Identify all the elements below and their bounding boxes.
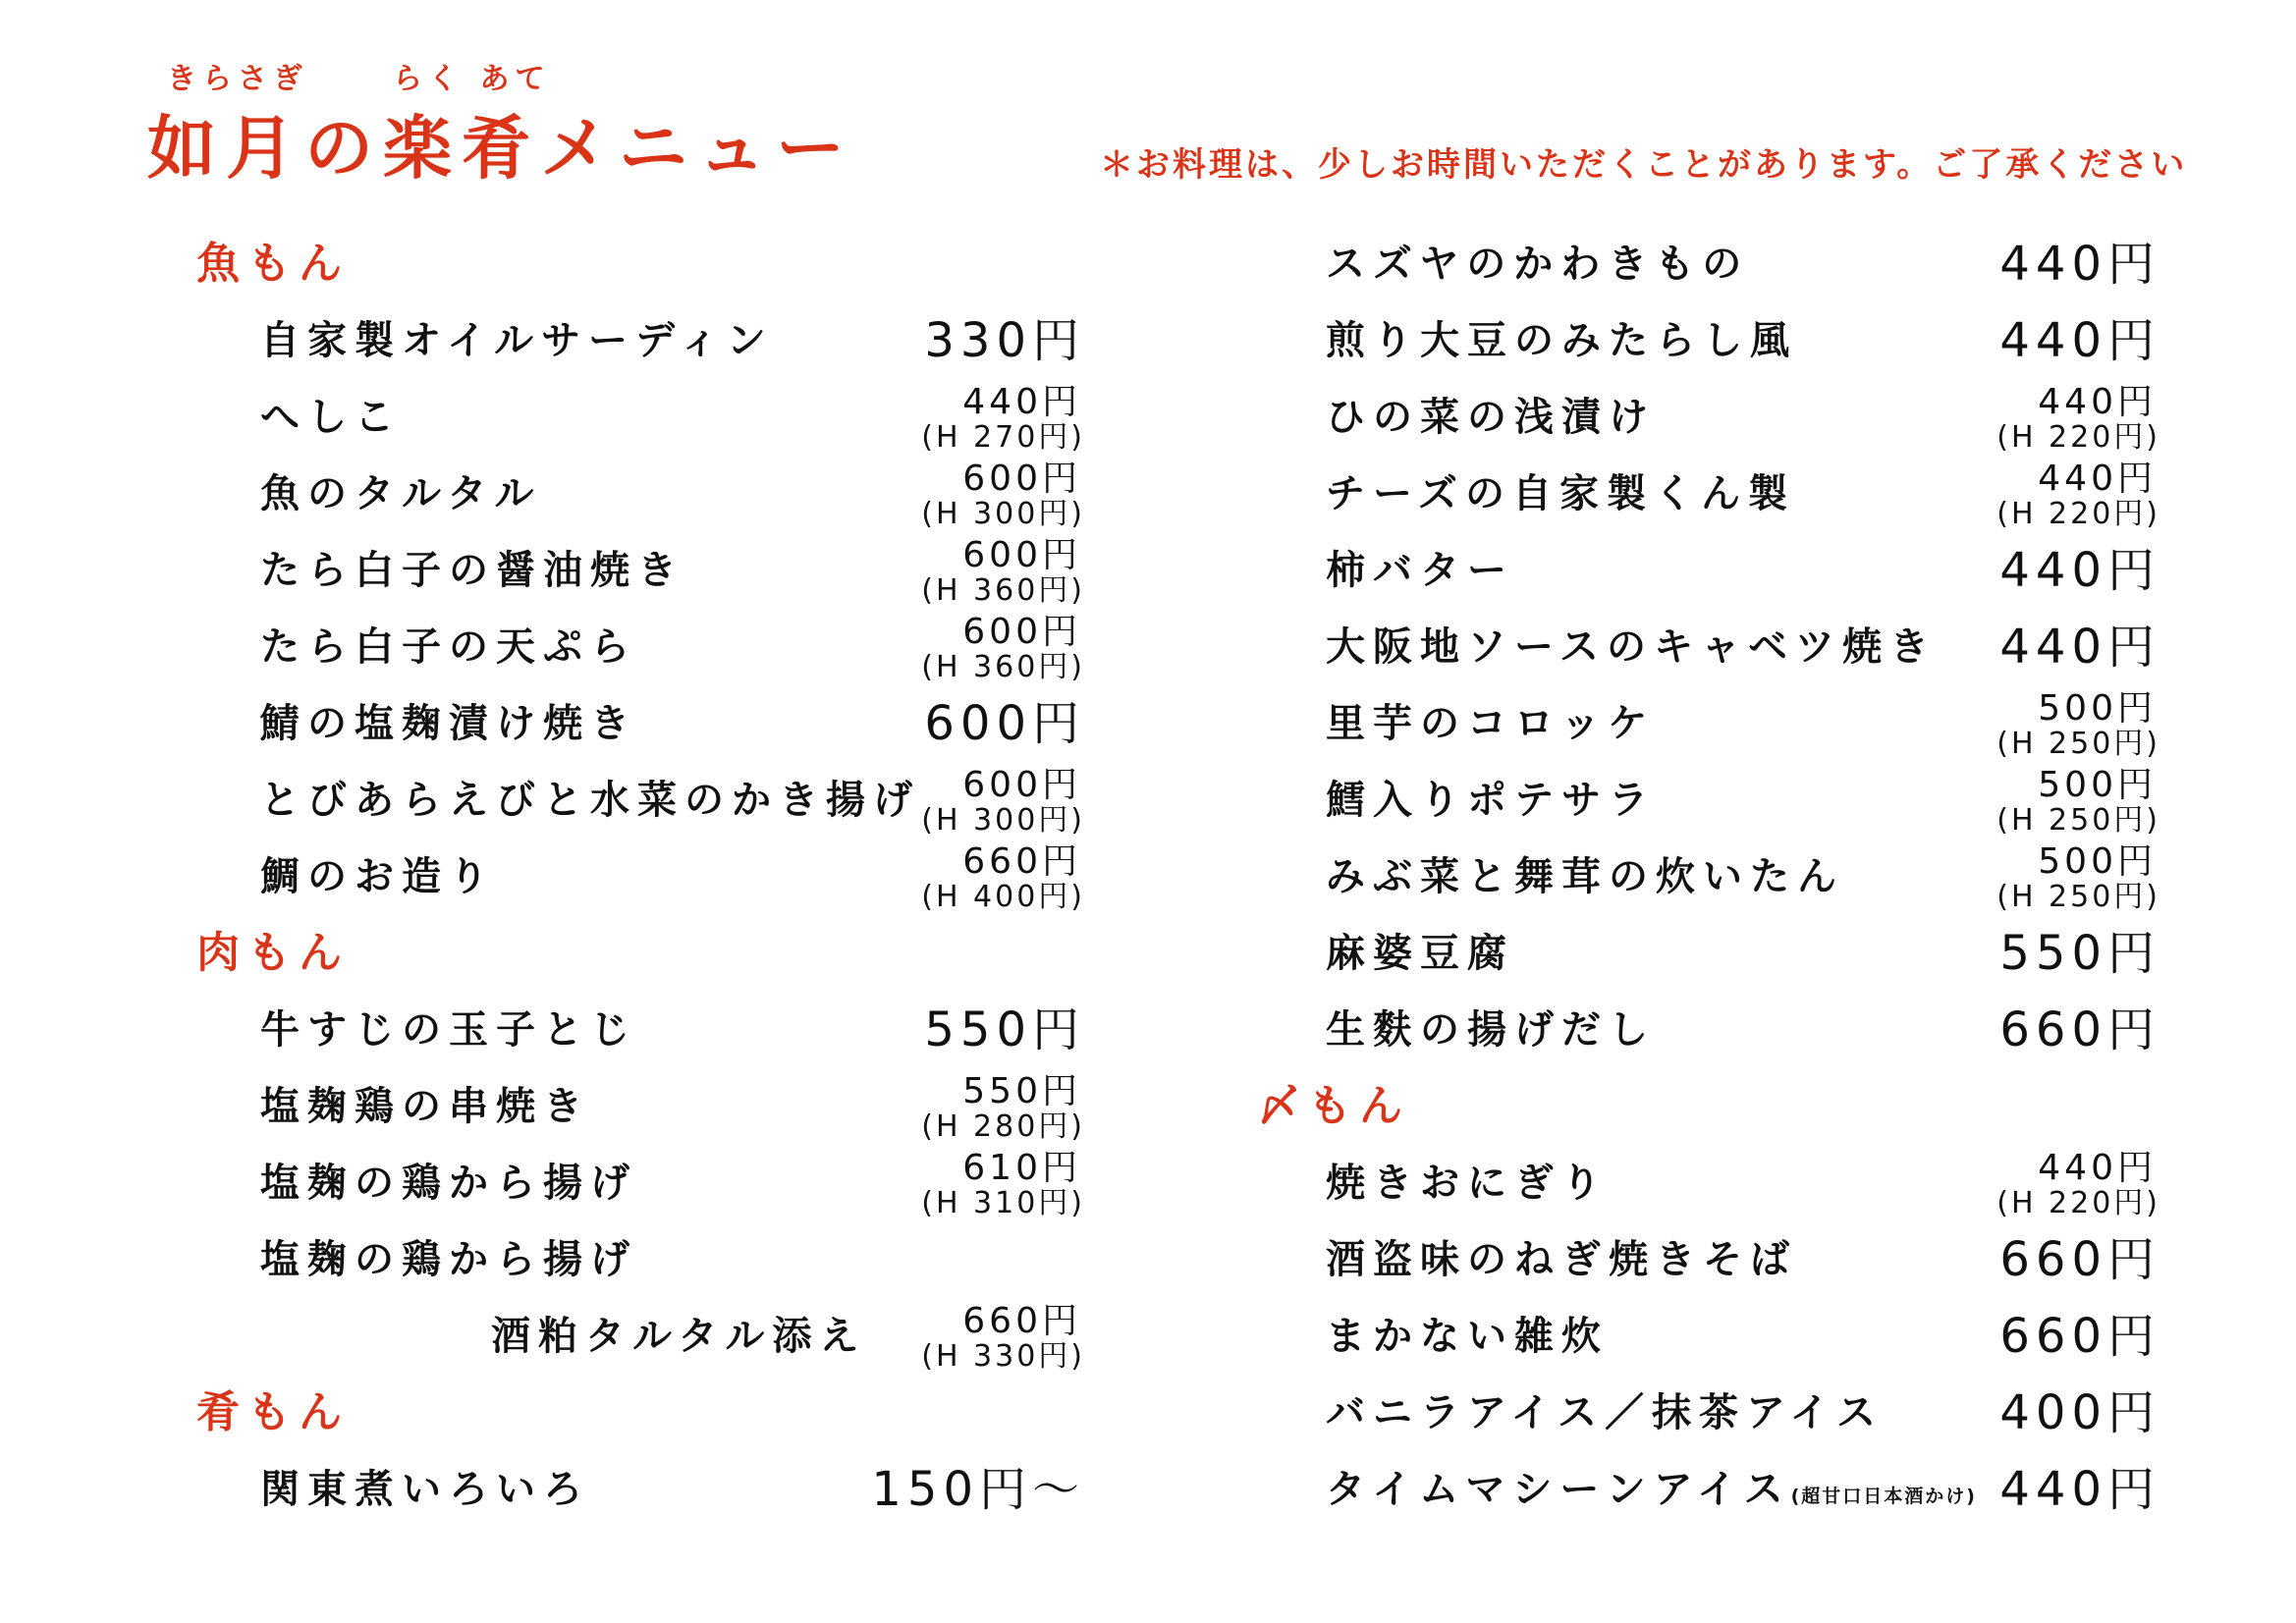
item-price-block [1996, 1148, 2160, 1221]
item-name [1326, 685, 1655, 762]
item-price: 330円 [924, 313, 1085, 368]
item-half-price: (H 280円) [921, 1109, 1085, 1144]
item-half-price: (H 220円) [1996, 420, 2160, 455]
menu-item [196, 456, 1100, 532]
menu-item [1257, 685, 2175, 762]
menu-item [196, 379, 1100, 456]
item-name-text: 牛すじの玉子とじ [260, 1007, 637, 1053]
menu-item [1257, 915, 2175, 992]
item-name-text: 魚のタルタル [260, 471, 542, 516]
item-price-block [921, 1301, 1085, 1375]
item-price: 660円 [1999, 1002, 2160, 1057]
item-name [260, 1145, 637, 1221]
item-price: 150円〜 [871, 1462, 1085, 1517]
menu-item [196, 1298, 1100, 1375]
menu-item [1257, 1451, 2175, 1528]
item-name [1326, 1221, 1797, 1298]
menu-item [1257, 1375, 2175, 1451]
menu-item [1257, 992, 2175, 1068]
menu-column-right [1257, 226, 2175, 1528]
item-half-price: (H 360円) [921, 650, 1085, 684]
item-name [1326, 1145, 1609, 1221]
item-name [1326, 1451, 1977, 1535]
menu-item [1257, 226, 2175, 302]
item-name [1326, 1298, 1609, 1375]
item-name-text: たら白子の醤油焼き [260, 548, 684, 593]
item-name-text: 麻婆豆腐 [1326, 931, 1514, 976]
item-note: (超甘口日本酒かけ) [1790, 1486, 1977, 1507]
menu-item [196, 1451, 1100, 1528]
menu-item [1257, 1145, 2175, 1221]
item-price: 550円 [1999, 926, 2160, 981]
item-name-text: チーズの自家製くん製 [1326, 471, 1795, 516]
item-price: 440円 [1999, 543, 2160, 598]
menu-item [1257, 609, 2175, 685]
item-name-text: たら白子の天ぷら [260, 624, 637, 670]
item-name-text: 鱈入りポテサラ [1326, 778, 1656, 823]
menu-item [196, 839, 1100, 915]
item-price-block [921, 841, 1085, 915]
item-half-price: (H 270円) [921, 420, 1085, 455]
item-name-text: ひの菜の浅漬け [1326, 395, 1656, 440]
item-name-text: へしこ [260, 395, 402, 440]
menu-item [1257, 532, 2175, 609]
item-price: 600円 [924, 696, 1085, 751]
item-name [1326, 915, 1514, 992]
item-name-text: 塩麹鶏の串焼き [260, 1084, 590, 1129]
menu-item [1257, 1298, 2175, 1375]
item-name-text: 関東煮いろいろ [260, 1467, 590, 1512]
item-half-price: (H 300円) [921, 803, 1085, 838]
item-name [1326, 456, 1795, 532]
category-heading: 〆もん [1257, 1081, 1410, 1131]
item-price: 660円 [962, 841, 1081, 882]
item-name-text: 自家製オイルサーディン [260, 318, 774, 363]
menu-item [196, 762, 1100, 839]
category-heading: 肉もん [196, 928, 350, 978]
item-name [1326, 992, 1656, 1068]
item-name [1326, 839, 1844, 915]
menu-item [196, 609, 1100, 685]
item-name [1326, 302, 1797, 379]
item-price: 660円 [1999, 1232, 2160, 1287]
item-name-text: 鯛のお造り [260, 854, 496, 899]
item-price-block [921, 1148, 1085, 1221]
item-name [260, 762, 920, 839]
item-name-text: 生麩の揚げだし [1326, 1007, 1656, 1053]
menu-item [196, 685, 1100, 762]
item-price-block [1996, 841, 2160, 915]
item-name-text: 焼きおにぎり [1326, 1161, 1609, 1206]
item-price: 400円 [1999, 1385, 2160, 1440]
item-name [260, 992, 637, 1068]
item-name [260, 302, 774, 379]
item-name [260, 379, 402, 456]
item-half-price: (H 400円) [921, 880, 1085, 914]
title-ruby-rakuate: らく あて [393, 62, 551, 96]
item-price-block [921, 535, 1085, 609]
item-price: 500円 [2038, 688, 2157, 729]
title-ruby-kisaragi: きらさぎ [167, 62, 308, 96]
item-name-text: 塩麹の鶏から揚げ [260, 1237, 637, 1282]
item-price-block [921, 1071, 1085, 1145]
page-title: 如月の楽肴メニュー [147, 108, 854, 189]
item-half-price: (H 360円) [921, 573, 1085, 608]
item-name-text: まかない雑炊 [1326, 1314, 1609, 1359]
item-price: 600円 [962, 612, 1081, 652]
menu-item [196, 532, 1100, 609]
item-price-block [921, 765, 1085, 839]
item-price: 660円 [962, 1301, 1081, 1341]
menu-item [196, 302, 1100, 379]
item-name-text: 塩麹の鶏から揚げ [260, 1161, 637, 1206]
menu-item [1257, 762, 2175, 839]
item-name-text: 酒盗味のねぎ焼きそば [1326, 1237, 1797, 1282]
item-name-text: 酒粕タルタル添え [491, 1314, 867, 1359]
item-half-price: (H 250円) [1996, 880, 2160, 914]
item-half-price: (H 220円) [1996, 497, 2160, 531]
item-half-price: (H 330円) [921, 1339, 1085, 1374]
item-name-text: タイムマシーンアイス [1326, 1467, 1791, 1512]
item-name [1326, 532, 1514, 609]
item-price: 550円 [924, 1002, 1085, 1057]
item-price: 610円 [962, 1148, 1081, 1188]
item-price-block [1996, 765, 2160, 839]
menu-column-left [196, 226, 1100, 1528]
item-price-block [921, 461, 1085, 532]
item-price: 500円 [2038, 765, 2157, 805]
item-price-block [921, 612, 1085, 685]
item-price: 600円 [962, 459, 1081, 499]
item-price: 550円 [962, 1071, 1081, 1111]
category-heading: 肴もん [196, 1387, 350, 1437]
item-name [260, 685, 637, 762]
item-name-text: 鯖の塩麹漬け焼き [260, 701, 637, 746]
item-price-block [1996, 688, 2160, 762]
menu-item [196, 1068, 1100, 1145]
item-name-text: 煎り大豆のみたらし風 [1326, 318, 1797, 363]
item-price: 440円 [1999, 313, 2160, 368]
menu-item [1257, 839, 2175, 915]
menu-item [1257, 456, 2175, 532]
item-name [260, 1221, 637, 1298]
item-price: 600円 [962, 535, 1081, 575]
item-name [260, 456, 541, 532]
item-name-text: 里芋のコロッケ [1326, 701, 1656, 746]
item-price-block [921, 382, 1085, 456]
item-price-block [1996, 461, 2160, 532]
menu-item [1257, 1221, 2175, 1298]
item-price-block [1996, 382, 2160, 456]
menu-item [196, 992, 1100, 1068]
item-price: 440円 [1999, 620, 2160, 675]
item-name [260, 1451, 590, 1528]
item-name [260, 609, 637, 685]
menu-item [196, 1221, 1100, 1298]
menu-item [1257, 379, 2175, 456]
item-name [1326, 226, 1749, 302]
item-price: 440円 [1999, 1462, 2160, 1517]
category-heading: 魚もん [196, 239, 350, 289]
item-name-text: 柿バター [1326, 548, 1514, 593]
menu-note: ＊お料理は、少しお時間いただくことがあります。ご了承ください [1100, 145, 2188, 185]
item-name [260, 1068, 590, 1145]
item-name [1326, 609, 1937, 685]
menu-item [196, 1145, 1100, 1221]
item-name [1326, 762, 1656, 839]
item-name-text: バニラアイス／抹茶アイス [1326, 1390, 1884, 1435]
item-half-price: (H 250円) [1996, 727, 2160, 761]
item-price: 500円 [2038, 841, 2157, 882]
item-price: 440円 [2038, 1148, 2157, 1188]
item-name-text: 大阪地ソースのキャベツ焼き [1326, 624, 1937, 670]
item-half-price: (H 250円) [1996, 803, 2160, 838]
item-price: 440円 [962, 382, 1081, 422]
item-price: 660円 [1999, 1309, 2160, 1364]
item-name [491, 1298, 866, 1375]
menu-item [1257, 302, 2175, 379]
item-price: 440円 [2038, 459, 2157, 499]
item-half-price: (H 310円) [921, 1186, 1085, 1220]
item-name [1326, 379, 1656, 456]
item-price: 440円 [2038, 382, 2157, 422]
item-name-text: とびあらえびと水菜のかき揚げ [260, 778, 920, 823]
item-name [260, 839, 496, 915]
item-half-price: (H 220円) [1996, 1186, 2160, 1220]
item-name [1326, 1375, 1884, 1451]
item-name [260, 532, 684, 609]
item-half-price: (H 300円) [921, 497, 1085, 531]
item-name-text: みぶ菜と舞茸の炊いたん [1326, 854, 1844, 899]
item-name-text: スズヤのかわきもの [1326, 242, 1750, 287]
item-price: 600円 [962, 765, 1081, 805]
item-price: 440円 [1999, 237, 2160, 292]
